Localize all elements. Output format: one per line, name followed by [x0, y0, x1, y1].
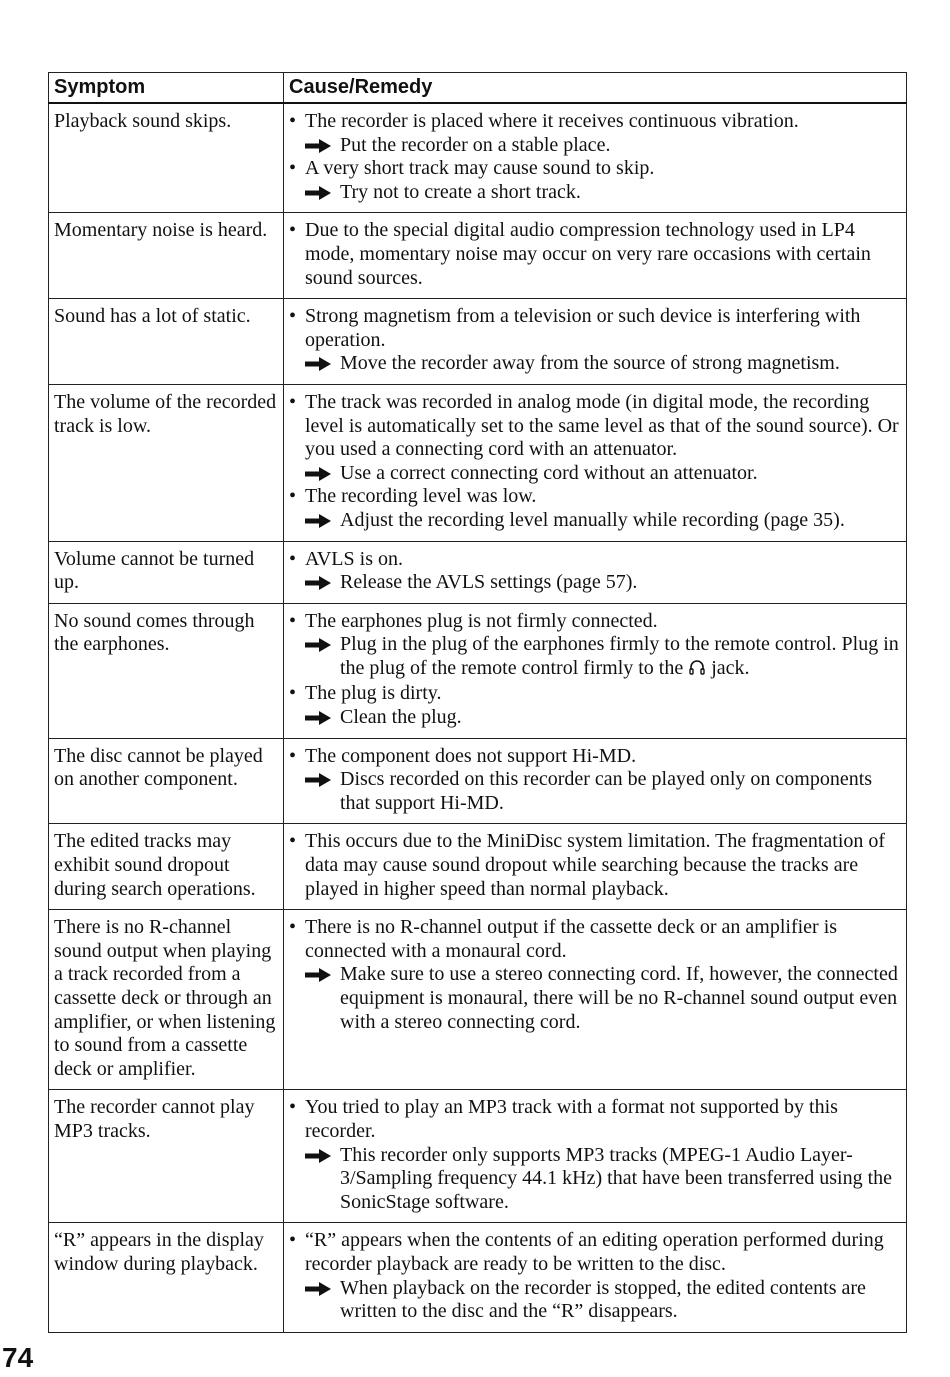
cause-item: [289, 610, 901, 634]
cause-remedy-cell: [284, 824, 907, 910]
arrow-right-icon: [305, 706, 340, 730]
remedy-item: [289, 706, 901, 730]
arrow-right-icon: [305, 633, 340, 682]
table-row: [49, 103, 907, 213]
remedy-text: Clean the plug.: [340, 706, 462, 729]
remedy-text-block: [340, 509, 901, 533]
remedy-item: [289, 462, 901, 486]
cause-remedy-cell: [284, 603, 907, 738]
cause-remedy-cell: [284, 384, 907, 541]
cause-item: [289, 745, 901, 769]
header-cause-remedy: Cause/Remedy: [284, 73, 907, 104]
remedy-text: When playback on the recorder is stopped, the edited contents are written to the disc and the “R” disappears.: [340, 1276, 866, 1323]
symptom-cell: The recorder cannot play MP3 tracks.: [49, 1090, 284, 1223]
bullet-icon: •: [289, 110, 297, 132]
arrow-right-icon: [305, 963, 340, 1034]
remedy-item: [289, 1277, 901, 1324]
bullet-icon: •: [289, 830, 297, 853]
remedy-item: [289, 181, 901, 205]
remedy-text-block: [340, 571, 901, 595]
bullet-icon: •: [289, 547, 297, 570]
cause-item: [289, 391, 901, 462]
remedy-text-block: [340, 963, 901, 1034]
table-row: [49, 824, 907, 910]
remedy-text-block: [340, 1144, 901, 1215]
remedy-suffix: jack.: [711, 656, 750, 679]
remedy-text: Make sure to use a stereo connecting cord. If, however, the connected equipment is monaural, there will be no R-channel sound output even with a stereo connecting cord.: [340, 963, 898, 1033]
arrow-right-icon: [305, 1144, 340, 1215]
header-symptom: Symptom: [49, 73, 284, 104]
remedy-text: Release the AVLS settings (page 57).: [340, 571, 638, 594]
table-header-row: [49, 73, 907, 104]
cause-item: [289, 548, 901, 572]
cause-item: [289, 1229, 901, 1276]
remedy-text: Put the recorder on a stable place.: [340, 133, 611, 156]
cause-text: There is no R-channel output if the cassette deck or an amplifier is connected with a monaural cord.: [305, 916, 838, 962]
cause-item: [289, 305, 901, 352]
cause-remedy-cell: [284, 103, 907, 213]
table-row: [49, 541, 907, 603]
symptom-cell: There is no R-channel sound output when playing a track recorded from a cassette deck or through an amplifier, or when listening to sound from a cassette deck or amplifier.: [49, 910, 284, 1090]
bullet-icon: •: [289, 485, 297, 508]
remedy-text-block: [340, 352, 901, 376]
arrow-right-icon: [305, 462, 340, 486]
remedy-text-block: [340, 181, 901, 205]
remedy-text: Try not to create a short track.: [340, 180, 581, 203]
remedy-text-block: [340, 1277, 901, 1324]
remedy-text: Move the recorder away from the source of strong magnetism.: [340, 352, 840, 375]
bullet-icon: •: [289, 1096, 297, 1119]
cause-remedy-cell: [284, 910, 907, 1090]
table-row: [49, 1090, 907, 1223]
cause-text: “R” appears when the contents of an editing operation performed during recorder playback are ready to be written to the disc.: [305, 1229, 884, 1275]
arrow-right-icon: [305, 571, 340, 595]
cause-item: [289, 682, 901, 706]
bullet-icon: •: [289, 157, 297, 180]
remedy-item: [289, 571, 901, 595]
remedy-text: This recorder only supports MP3 tracks (MPEG-1 Audio Layer-3/Sampling frequency 44.1 kHz) that have been transferred using the SonicStage software.: [340, 1143, 893, 1213]
remedy-item: [289, 633, 901, 682]
table-row: [49, 738, 907, 824]
table-row: [49, 384, 907, 541]
headphones-icon: [688, 658, 706, 683]
bullet-icon: •: [289, 219, 297, 242]
remedy-text-block: [340, 134, 901, 158]
cause-remedy-cell: [284, 738, 907, 824]
cause-remedy-cell: [284, 1090, 907, 1223]
table-row: [49, 213, 907, 299]
cause-item: [289, 219, 901, 290]
bullet-icon: •: [289, 390, 297, 413]
cause-text: The component does not support Hi-MD.: [305, 744, 637, 767]
remedy-item: [289, 352, 901, 376]
arrow-right-icon: [305, 352, 340, 376]
cause-item: [289, 916, 901, 963]
table-row: [49, 1223, 907, 1332]
symptom-cell: Sound has a lot of static.: [49, 299, 284, 385]
arrow-right-icon: [305, 509, 340, 533]
remedy-item: [289, 1144, 901, 1215]
symptom-cell: Volume cannot be turned up.: [49, 541, 284, 603]
bullet-icon: •: [289, 1229, 297, 1252]
symptom-cell: The volume of the recorded track is low.: [49, 384, 284, 541]
remedy-text-block: [340, 768, 901, 815]
cause-text: A very short track may cause sound to skip.: [305, 157, 655, 180]
arrow-right-icon: [305, 134, 340, 158]
cause-text: The recording level was low.: [305, 485, 537, 508]
remedy-text: Plug in the plug of the earphones firmly to the remote control. Plug in the plug of the remote control firmly to the: [340, 633, 899, 679]
remedy-text-block: [340, 633, 901, 682]
bullet-icon: •: [289, 682, 297, 705]
cause-text: Due to the special digital audio compression technology used in LP4 mode, momentary noise may occur on very rare occasions with certain sound sources.: [305, 219, 871, 289]
symptom-cell: No sound comes through the earphones.: [49, 603, 284, 738]
cause-remedy-cell: [284, 541, 907, 603]
remedy-text-block: [340, 706, 901, 730]
cause-remedy-cell: [284, 1223, 907, 1332]
cause-item: [289, 485, 901, 509]
cause-remedy-cell: [284, 299, 907, 385]
remedy-item: [289, 134, 901, 158]
remedy-text-block: [340, 462, 901, 486]
symptom-cell: Momentary noise is heard.: [49, 213, 284, 299]
bullet-icon: •: [289, 609, 297, 632]
arrow-right-icon: [305, 181, 340, 205]
cause-item: [289, 830, 901, 901]
page-number: 74: [2, 1342, 34, 1373]
cause-item: [289, 1096, 901, 1143]
table-row: [49, 299, 907, 385]
arrow-right-icon: [305, 1277, 340, 1324]
symptom-cell: Playback sound skips.: [49, 103, 284, 213]
cause-text: The earphones plug is not firmly connected.: [305, 609, 658, 632]
bullet-icon: •: [289, 305, 297, 328]
remedy-item: [289, 509, 901, 533]
cause-remedy-cell: [284, 213, 907, 299]
cause-text: The plug is dirty.: [305, 682, 442, 705]
remedy-item: [289, 768, 901, 815]
table-row: [49, 910, 907, 1090]
remedy-text: Use a correct connecting cord without an attenuator.: [340, 461, 758, 484]
table-row: [49, 603, 907, 738]
cause-text: The recorder is placed where it receives continuous vibration.: [305, 110, 799, 132]
remedy-text: Adjust the recording level manually while recording (page 35).: [340, 508, 845, 531]
troubleshooting-table: [48, 72, 907, 1333]
cause-text: This occurs due to the MiniDisc system limitation. The fragmentation of data may cause sound dropout while searching because the tracks are played in higher speed than normal playback.: [305, 830, 886, 900]
bullet-icon: •: [289, 744, 297, 767]
symptom-cell: The disc cannot be played on another component.: [49, 738, 284, 824]
bullet-icon: •: [289, 916, 297, 939]
remedy-item: [289, 963, 901, 1034]
cause-text: You tried to play an MP3 track with a format not supported by this recorder.: [305, 1096, 838, 1142]
cause-item: [289, 157, 901, 181]
symptom-cell: “R” appears in the display window during playback.: [49, 1223, 284, 1332]
cause-text: AVLS is on.: [305, 547, 403, 570]
remedy-text: Discs recorded on this recorder can be played only on components that support Hi-MD.: [340, 768, 873, 814]
cause-text: The track was recorded in analog mode (in digital mode, the recording level is automatically set to the same level as that of the sound source). Or you used a connecting cord with an attenuator.: [305, 390, 899, 461]
symptom-cell: The edited tracks may exhibit sound dropout during search operations.: [49, 824, 284, 910]
cause-text: Strong magnetism from a television or such device is interfering with operation.: [305, 305, 861, 351]
cause-item: [289, 110, 901, 134]
arrow-right-icon: [305, 768, 340, 815]
